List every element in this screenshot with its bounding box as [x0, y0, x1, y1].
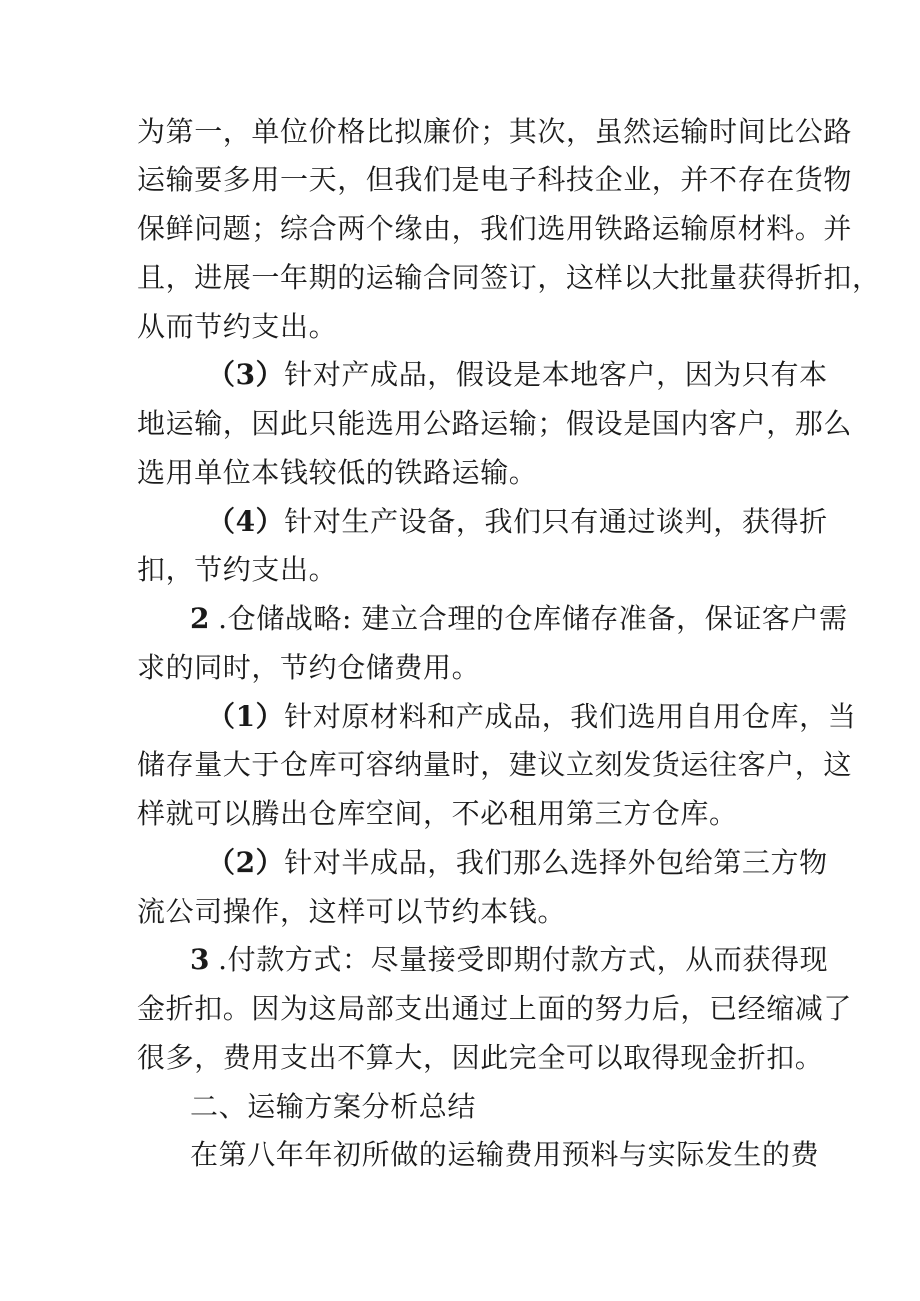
- list-item-text: 针对原材料和产成品，我们选用自用仓库，当: [284, 700, 857, 733]
- body-line: 储存量大于仓库可容纳量时，建议立刻发货运往客户，这: [137, 748, 853, 781]
- body-line: 很多，费用支出不算大，因此完全可以取得现金折扣。: [137, 1041, 824, 1074]
- body-line: 金折扣。因为这局部支出通过上面的努力后，已经缩减了: [137, 992, 853, 1025]
- body-line: 选用单位本钱较低的铁路运输。: [137, 456, 538, 489]
- body-line: 流公司操作，这样可以节约本钱。: [137, 895, 567, 928]
- body-line: 运输要多用一天，但我们是电子科技企业，并不存在货物: [137, 163, 853, 196]
- section-number: 2: [190, 602, 211, 635]
- list-item-line: [207, 505, 828, 538]
- body-line: 求的同时，节约仓储费用。: [137, 651, 481, 684]
- list-item-text: 针对产成品，假设是本地客户，因为只有本: [284, 358, 828, 391]
- section-heading: 二、运输方案分析总结: [190, 1090, 477, 1123]
- section-line: [190, 943, 829, 976]
- list-item-line: [207, 846, 828, 879]
- list-item-line: [207, 700, 857, 733]
- body-line: 且，进展一年期的运输合同签订，这样以大批量获得折扣，: [137, 261, 881, 294]
- list-item-text: 针对半成品，我们那么选择外包给第三方物: [284, 846, 828, 879]
- section-line: [190, 602, 848, 635]
- body-line: 地运输，因此只能选用公路运输；假设是国内客户，那么: [137, 407, 853, 440]
- list-marker: （3）: [207, 358, 285, 391]
- section-text: .付款方式：尽量接受即期付款方式，从而获得现: [218, 943, 829, 976]
- body-line: 从而节约支出。: [137, 310, 338, 343]
- list-item-line: [207, 358, 828, 391]
- body-line: 扣，节约支出。: [137, 553, 338, 586]
- list-marker: （1）: [207, 700, 285, 733]
- body-line: 样就可以腾出仓库空间，不必租用第三方仓库。: [137, 797, 738, 830]
- body-line: 保鲜问题；综合两个缘由，我们选用铁路运输原材料。并: [137, 212, 853, 245]
- section-number: 3: [190, 943, 211, 976]
- list-marker: （4）: [207, 505, 285, 538]
- body-line: 在第八年年初所做的运输费用预料与实际发生的费: [190, 1138, 820, 1171]
- list-marker: （2）: [207, 846, 285, 879]
- list-item-text: 针对生产设备，我们只有通过谈判，获得折: [284, 505, 828, 538]
- body-line: 为第一，单位价格比拟廉价；其次，虽然运输时间比公路: [137, 115, 853, 148]
- section-text: .仓储战略: 建立合理的仓库储存准备，保证客户需: [218, 602, 848, 635]
